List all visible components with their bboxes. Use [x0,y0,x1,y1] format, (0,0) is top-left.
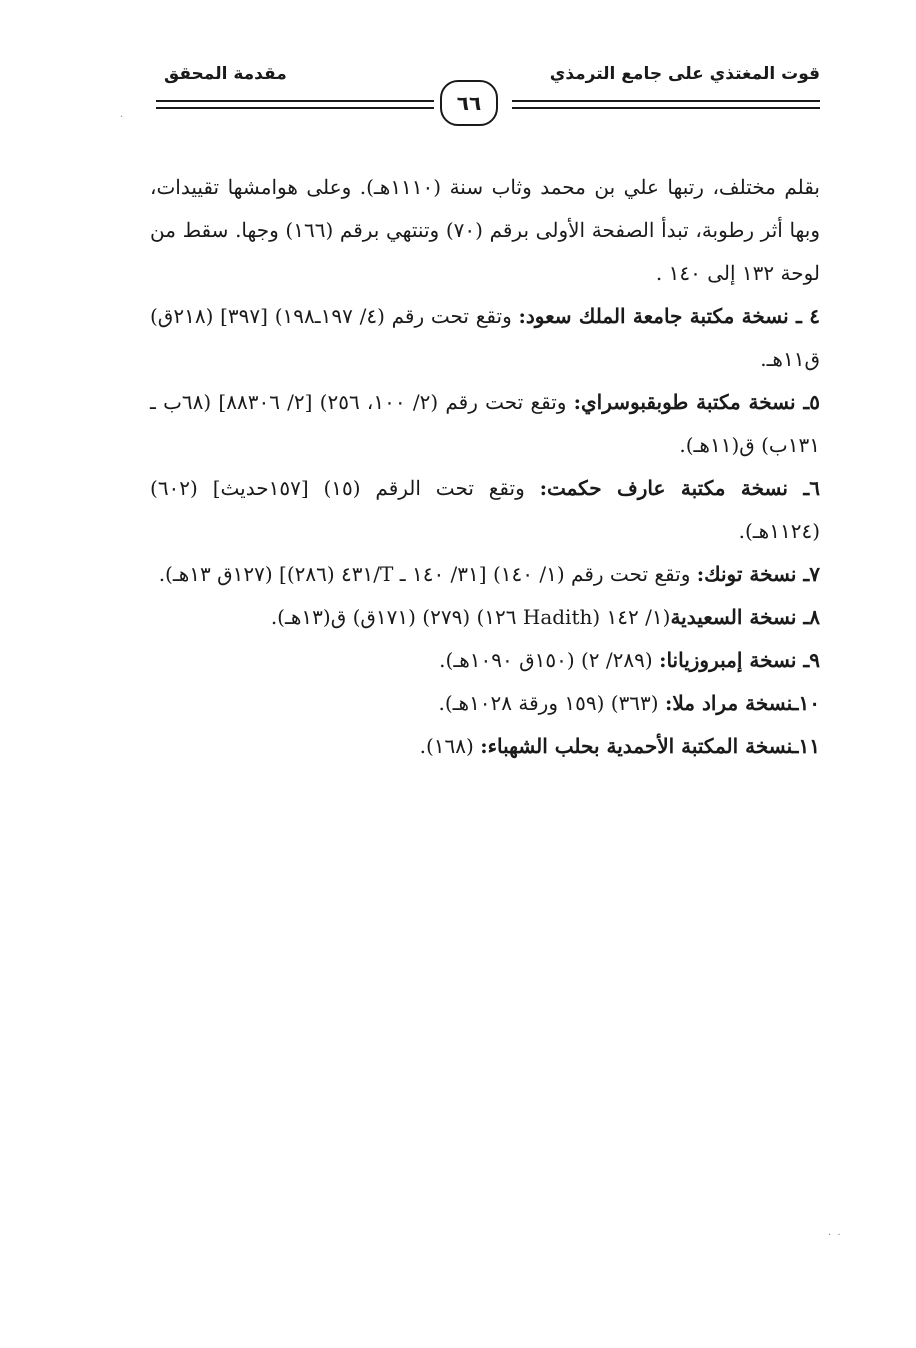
manuscript-entry [150,381,820,467]
page-header [150,62,820,134]
entry-title: ١١ـنسخة المكتبة الأحمدية بحلب الشهباء: [480,734,820,758]
entry-body: (٣٦٣) (١٥٩ ورقة ١٠٢٨هـ). [438,691,665,715]
entry-body: (٢٨٩/ ٢) (١٥٠ق ١٠٩٠هـ). [439,648,660,672]
header-rule-right [512,100,820,109]
manuscript-entry [150,467,820,553]
entry-title: ٤ ـ نسخة مكتبة جامعة الملك سعود: [518,304,820,328]
manuscript-entry [150,639,820,682]
entry-body: وتقع تحت الرقم (١٥) [١٥٧حديث] (٦٠٢) (١١٢٤هـ). [150,476,820,543]
scan-speck: · [120,112,124,123]
intro-paragraph: بقلم مختلف، رتبها علي بن محمد وثاب سنة (١١١٠هـ). وعلى هوامشها تقييدات، وبها أثر رطوبة، تبدأ الصفحة الأولى برقم (٧٠) وتنتهي برقم (١٦٦) وجها. سقط من لوحة ١٣٢ إلى ١٤٠ . [150,175,820,285]
entry-title: ١٠ـنسخة مراد ملا: [664,691,820,715]
entry-body: (١٦٨). [419,734,481,758]
entry-body: وتقع تحت رقم (٢/ ١٠٠، ٢٥٦) [٢/ ٨٨٣٠٦] (٦٨ب ـ ١٣١ب) ق(١١هـ). [150,390,820,457]
scan-speck: · · [828,1230,841,1241]
manuscript-entry [150,596,820,639]
manuscript-entry [150,553,820,596]
entry-title: ٩ـ نسخة إمبروزيانا: [659,648,820,672]
manuscript-entry [150,725,820,768]
entry-title: ٨ـ نسخة السعيدية [670,605,820,629]
section-title: مقدمة المحقق [164,64,287,84]
page-number: ٦٦ [440,80,498,126]
header-rule-left [156,100,434,109]
entry-body: (١/ ١٤٢ (Hadith ١٢٦) (٢٧٩) (١٧١ق) ق(١٣هـ). [270,605,671,629]
entry-title: ٦ـ نسخة مكتبة عارف حكمت: [539,476,821,500]
entry-title: ٧ـ نسخة تونك: [696,562,820,586]
entry-body: وتقع تحت رقم (٤/ ١٩٧ـ١٩٨) [٣٩٧] (٢١٨ق) ق١١هـ. [150,304,820,371]
manuscript-entry [150,682,820,725]
body-text [150,166,820,768]
manuscript-entry [150,295,820,381]
entry-title: ٥ـ نسخة مكتبة طوبقبوسراي: [573,390,820,414]
entry-body: وتقع تحت رقم (١/ ١٤٠) [٣١/ ١٤٠ ـ T/٤٣١ (٢٨٦)] (١٢٧ق ١٣هـ). [158,562,697,586]
book-title: قوت المغتذي على جامع الترمذي [549,64,820,84]
